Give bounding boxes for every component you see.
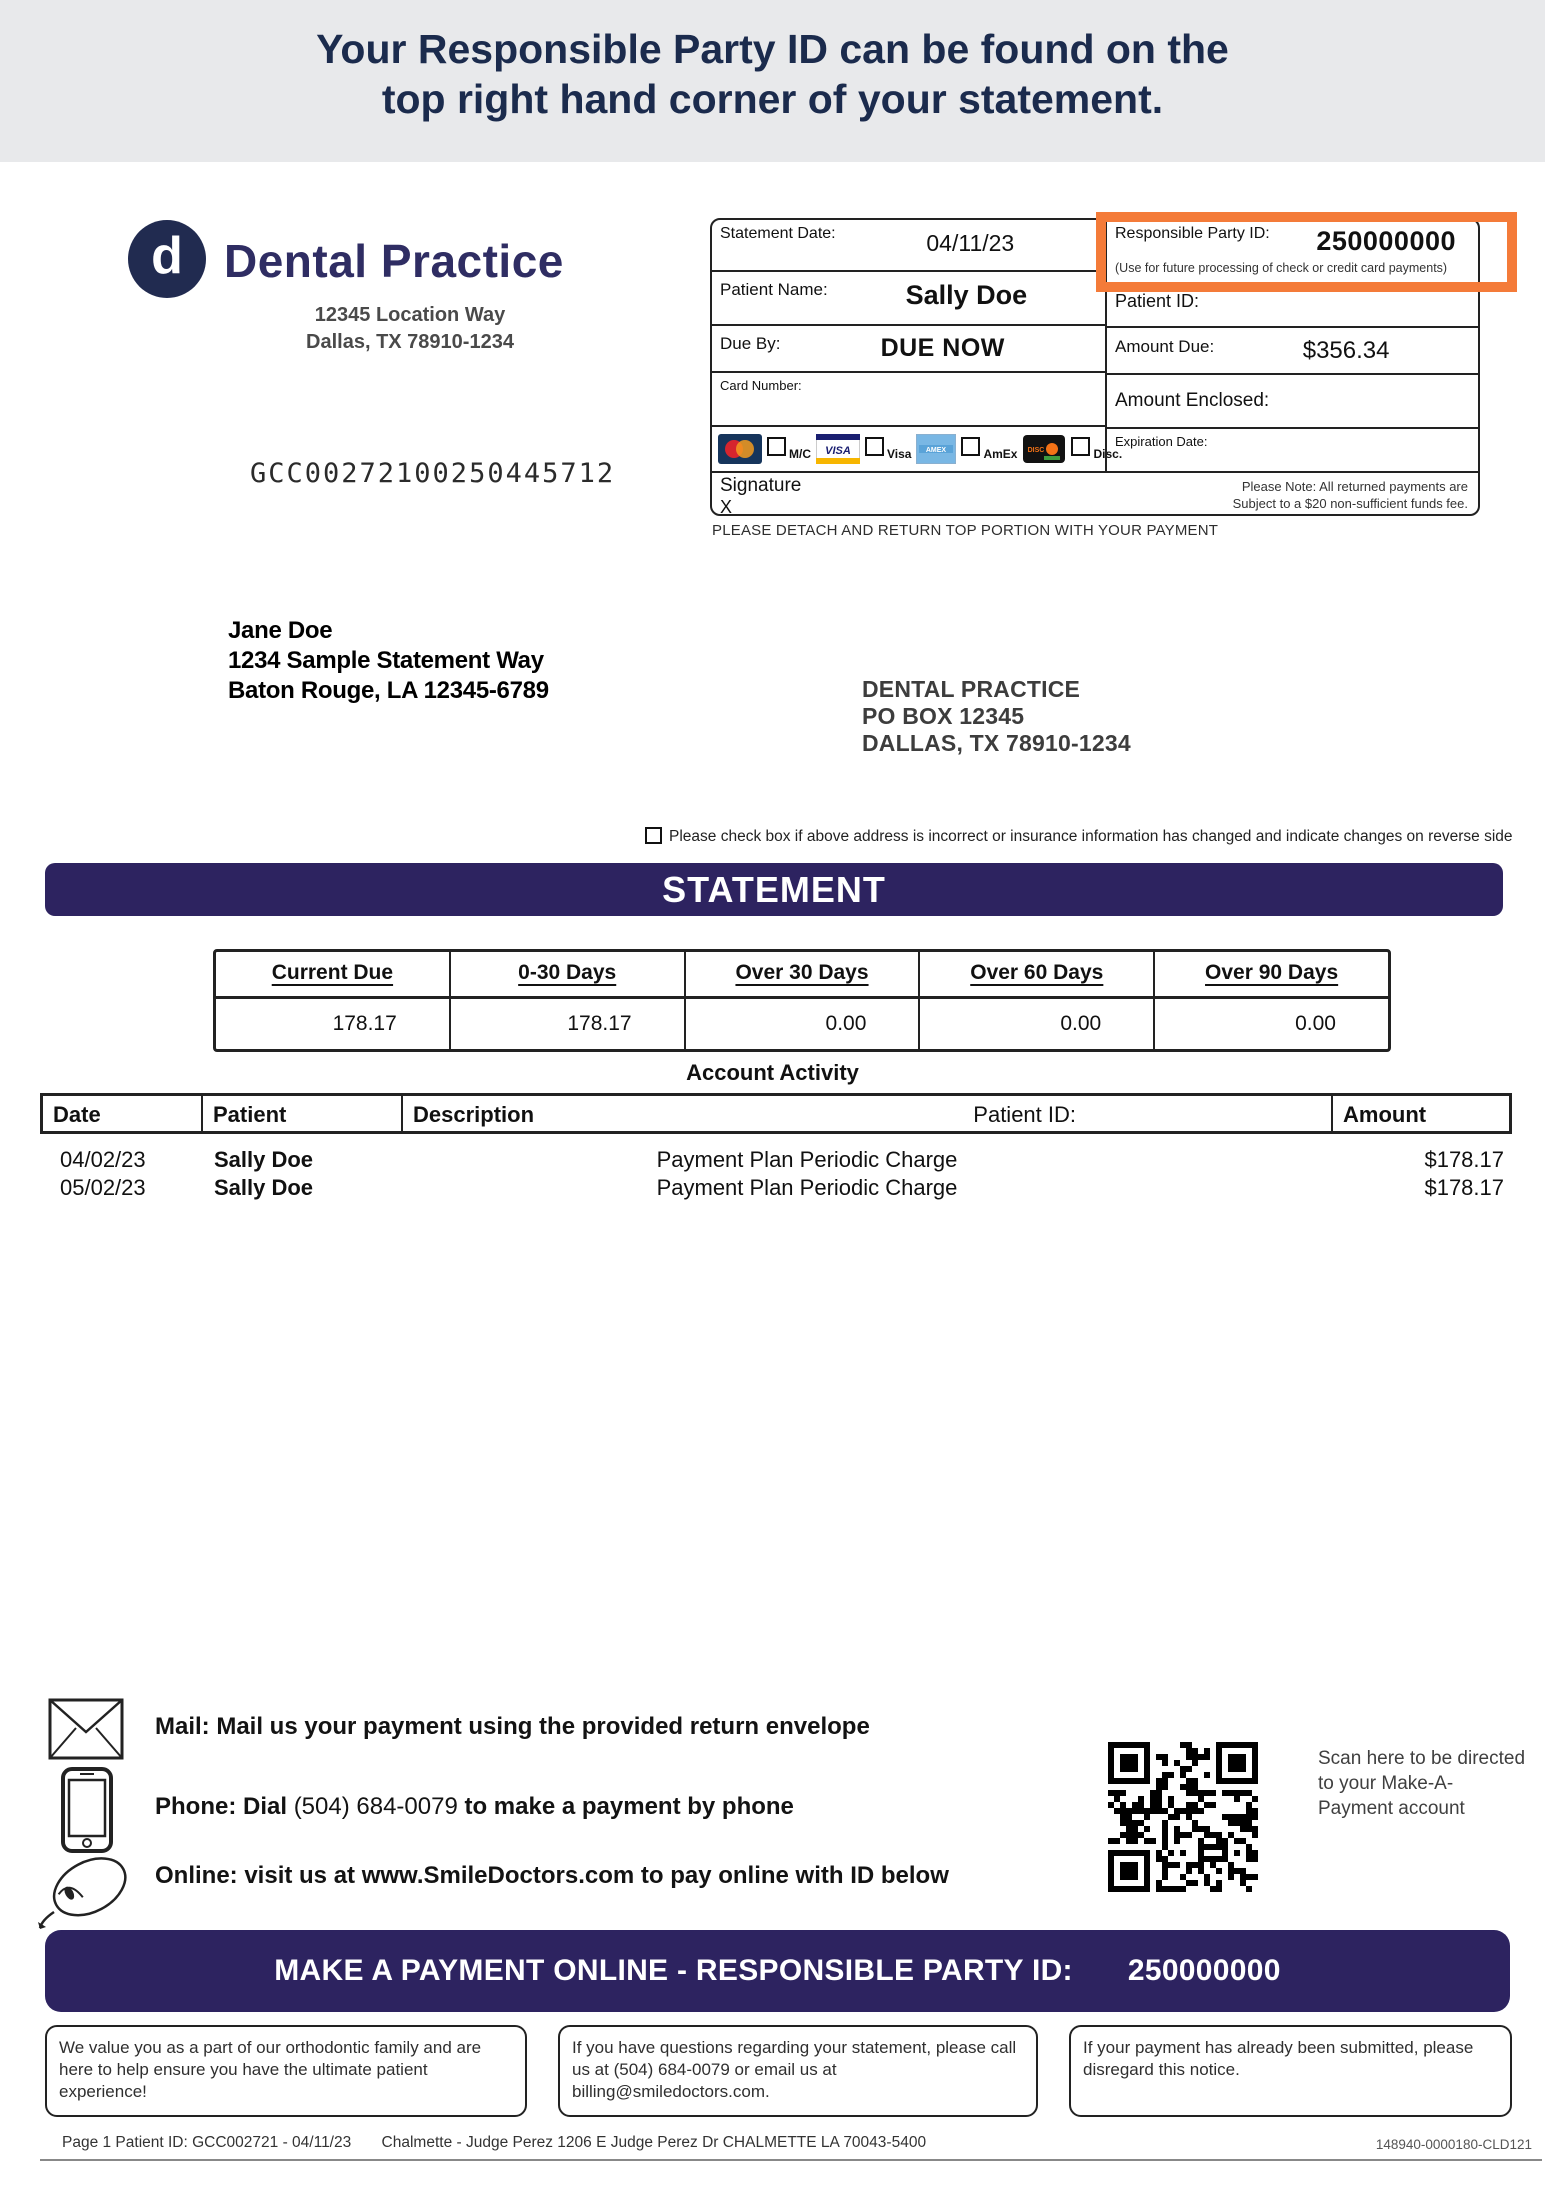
mc-checkbox-group	[767, 437, 811, 461]
practice-name: Dental Practice	[224, 235, 564, 287]
detach-note: PLEASE DETACH AND RETURN TOP PORTION WITH YOUR PAYMENT	[712, 522, 1219, 539]
page-footer	[40, 2134, 1542, 2161]
pay-online-banner	[45, 1930, 1510, 2012]
responsible-party-note: (Use for future processing of check or credit card payments)	[1115, 261, 1448, 275]
activity-header-description: Description	[413, 1102, 535, 1127]
svg-text:DISC: DISC	[1028, 447, 1045, 454]
aging-value-row	[216, 999, 1388, 1049]
activity-date: 05/02/23	[60, 1175, 146, 1200]
activity-header-patient: Patient	[203, 1096, 403, 1131]
responsible-party-label: Responsible Party ID:	[1115, 225, 1270, 242]
discover-checkbox-label: Disc.	[1093, 447, 1123, 461]
aging-header-row	[216, 952, 1388, 999]
info-box-questions: If you have questions regarding your statement, please call us at (504) 684-0079 or email us at billing@smiledoctors.com.	[558, 2025, 1038, 2117]
practice-address-line1: 12345 Location Way	[314, 304, 506, 326]
online-instruction: Online: visit us at www.SmileDoctors.com to pay online with ID below	[155, 1862, 949, 1889]
phone-icon	[60, 1766, 114, 1854]
info-box-family: We value you as a part of our orthodontic family and are here to help ensure you have the ultimate patient experience!	[45, 2025, 527, 2117]
activity-header-description-cell	[403, 1096, 1331, 1131]
account-code: GCC00272100250445712	[250, 458, 616, 489]
due-by-row	[712, 326, 1105, 373]
practice-logo-icon: d	[128, 220, 206, 298]
mc-checkbox[interactable]	[767, 437, 786, 456]
responsible-party-id: 250000000	[1316, 226, 1456, 256]
footer-page-label: Page 1 Patient ID: GCC002721 - 04/11/23	[62, 2134, 352, 2151]
return-name: DENTAL PRACTICE	[862, 676, 1081, 702]
amex-logo-icon	[916, 434, 956, 464]
activity-header-patient-id: Patient ID:	[973, 1102, 1076, 1127]
mastercard-logo-icon	[718, 434, 762, 464]
statement-date-value: 04/11/23	[926, 230, 1015, 256]
mail-instruction: Mail: Mail us your payment using the provided return envelope	[155, 1713, 870, 1740]
visa-checkbox[interactable]	[865, 437, 884, 456]
patient-name-label: Patient Name:	[720, 280, 828, 299]
aging-value: 178.17	[332, 1012, 397, 1035]
activity-patient: Sally Doe	[214, 1175, 314, 1200]
activity-patient: Sally Doe	[214, 1147, 314, 1172]
activity-header-row	[40, 1093, 1512, 1134]
footer-location: Chalmette - Judge Perez 1206 E Judge Perez Dr CHALMETTE LA 70043-5400	[381, 2134, 927, 2151]
pay-online-label: MAKE A PAYMENT ONLINE - RESPONSIBLE PARTY ID:	[274, 1954, 1073, 1987]
due-by-label: Due By:	[720, 334, 781, 353]
discover-logo-icon	[1022, 434, 1066, 464]
discover-checkbox[interactable]	[1071, 437, 1090, 456]
activity-date: 04/02/23	[60, 1147, 146, 1172]
phone-instruction	[155, 1793, 794, 1821]
address-change-row	[645, 827, 1513, 846]
return-pobox: PO BOX 12345	[862, 703, 1025, 729]
signature-label: Signature	[720, 475, 802, 496]
aging-header: Current Due	[271, 961, 394, 984]
envelope-icon	[48, 1698, 124, 1760]
practice-address-line2: Dallas, TX 78910-1234	[306, 331, 514, 353]
info-boxes	[45, 2025, 1512, 2117]
aging-value: 0.00	[918, 999, 1153, 1049]
aging-header: Over 60 Days	[918, 952, 1153, 996]
return-address	[862, 676, 1131, 757]
aging-value: 0.00	[684, 999, 919, 1049]
phone-instruction-suffix: to make a payment by phone	[464, 1793, 794, 1820]
explainer-line-2: top right hand corner of your statement.	[381, 76, 1164, 122]
visa-checkbox-label: Visa	[887, 447, 912, 461]
activity-amount: $178.17	[1424, 1175, 1504, 1200]
table-row	[40, 1175, 1512, 1203]
expiration-date-label: Expiration Date:	[1115, 434, 1208, 449]
expiration-date-row	[1107, 429, 1478, 471]
return-city: DALLAS, TX 78910-1234	[862, 730, 1131, 756]
address-change-checkbox[interactable]	[645, 827, 662, 844]
svg-text:AMEX: AMEX	[926, 447, 947, 454]
activity-header-amount: Amount	[1331, 1096, 1509, 1131]
account-activity-title: Account Activity	[686, 1060, 859, 1085]
address-change-note: Please check box if above address is incorrect or insurance information has changed and indicate changes on reverse side	[669, 828, 1513, 845]
qr-caption: Scan here to be directed to your Make-A-Payment account	[1318, 1748, 1526, 1819]
table-row	[40, 1147, 1512, 1175]
svg-text:VISA: VISA	[825, 445, 851, 457]
amount-due-row	[1107, 328, 1478, 375]
signature-x-mark: X	[720, 497, 733, 517]
due-by-value: DUE NOW	[880, 334, 1005, 362]
recipient-street: 1234 Sample Statement Way	[228, 647, 544, 674]
aging-table	[213, 949, 1391, 1052]
activity-header-date: Date	[43, 1096, 203, 1131]
card-options-row	[712, 427, 1123, 471]
responsible-party-highlight	[1096, 212, 1517, 292]
mouse-icon	[36, 1850, 140, 1930]
amount-due-value: $356.34	[1302, 337, 1390, 364]
aging-value: 0.00	[1153, 999, 1388, 1049]
recipient-address	[228, 616, 549, 706]
amex-checkbox[interactable]	[961, 437, 980, 456]
patient-id-label: Patient ID:	[1115, 291, 1200, 311]
activity-description: Payment Plan Periodic Charge	[656, 1175, 958, 1200]
visa-checkbox-group	[865, 437, 911, 461]
activity-rows	[40, 1147, 1512, 1203]
info-box-disregard: If your payment has already been submitted, please disregard this notice.	[1069, 2025, 1512, 2117]
returned-payments-note: Please Note: All returned payments are Subject to a $20 non-sufficient funds fee.	[1232, 479, 1468, 511]
phone-instruction-prefix: Phone: Dial	[155, 1793, 288, 1820]
pay-online-id: 250000000	[1127, 1954, 1281, 1987]
activity-amount: $178.17	[1424, 1147, 1504, 1172]
explainer-line-1: Your Responsible Party ID can be found on the	[316, 26, 1229, 72]
footer-left	[40, 2134, 952, 2152]
patient-name-value: Sally Doe	[905, 280, 1028, 310]
patient-name-row	[712, 272, 1105, 326]
footer-code: 148940-0000180-CLD121	[1375, 2137, 1532, 2152]
aging-header: 0-30 Days	[449, 952, 684, 996]
statement-date-label: Statement Date:	[720, 225, 836, 242]
card-number-label: Card Number:	[720, 378, 802, 393]
practice-address	[225, 302, 595, 356]
amex-checkbox-label: AmEx	[983, 447, 1018, 461]
statement-banner: STATEMENT	[45, 863, 1503, 916]
card-number-row	[712, 373, 1105, 427]
aging-header: Over 90 Days	[1153, 952, 1388, 996]
visa-logo-icon	[816, 434, 860, 464]
mc-checkbox-label: M/C	[789, 447, 811, 461]
phone-number: (504) 684-0079	[293, 1793, 458, 1820]
signature-row	[712, 473, 1478, 519]
recipient-city: Baton Rouge, LA 12345-6789	[228, 677, 549, 704]
statement-date-row	[712, 220, 1105, 272]
qr-code	[1108, 1742, 1258, 1892]
amex-checkbox-group	[961, 437, 1017, 461]
amount-enclosed-label: Amount Enclosed:	[1115, 390, 1270, 411]
activity-description: Payment Plan Periodic Charge	[656, 1147, 958, 1172]
amount-enclosed-row	[1107, 375, 1478, 429]
aging-value: 178.17	[449, 999, 684, 1049]
aging-header: Over 30 Days	[684, 952, 919, 996]
recipient-name: Jane Doe	[228, 617, 333, 644]
explainer-banner	[0, 0, 1545, 162]
amount-due-label: Amount Due:	[1115, 337, 1215, 356]
